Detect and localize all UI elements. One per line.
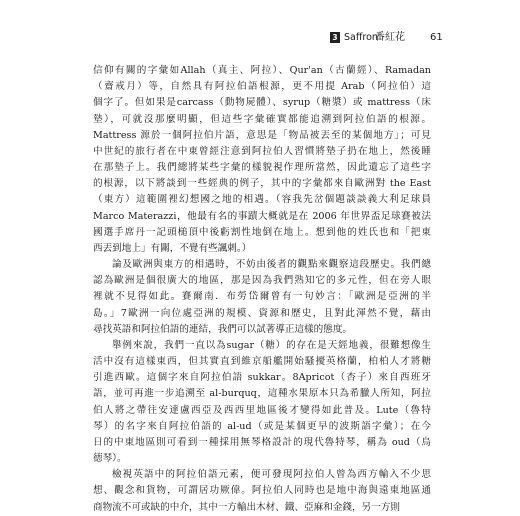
text-line: 信仰有關的字彙如Allah（真主、阿拉）、Qur'an（古蘭經）、Ramadan xyxy=(93,65,431,76)
text-line: 國選手席丹一記頭槌頂中後虧割性地倒在地上。想到他的姓氏也和「把東 xyxy=(93,226,431,238)
text-line: 語，並可再進一步追溯至 al-burquq，這種水果原本只為希臘人所知，阿拉 xyxy=(93,388,431,400)
text-line: （東方）這範圍裡幻想國之地的相遇。（容我先岔個題談談義大利足球員 xyxy=(93,194,431,206)
text-line: 德琴）。 xyxy=(93,453,127,465)
text-line: Mattress 源於一個阿拉伯片語，意思是「物品被丟至的某個地方」；可見 xyxy=(93,129,431,141)
text-line: 個字了。但如果是carcass（動物屍體）、syrup（糖漿）或 mattress（床 xyxy=(93,97,431,109)
text-line: 尋找英語和阿拉伯語的連結，我們可以試著導正這樣的態度。 xyxy=(93,323,353,335)
text-line: 引進西歐。這個字來自阿拉伯語 sukkar。8Apricot（杏子）來自西班牙 xyxy=(93,372,431,384)
text-line: （齋戒月）等，自然具有阿拉伯語根源，更不用提 Arab（阿拉伯）這 xyxy=(93,81,431,93)
text-line: 在那墊子上。我們總將某些字彙的樣貌視作理所當然，因此遺忘了這些字 xyxy=(93,162,431,174)
paragraph xyxy=(93,63,431,257)
text-line: 琴）的名字來自阿拉伯語的 al-ud（或是某個更早的波斯語字彙）；在今 xyxy=(93,420,431,432)
text-line: 墊），可就沒那麼明顯，但這些字彙確實都能追溯到阿拉伯語的根源。 xyxy=(93,113,431,125)
text-line: 認為歐洲是個很廣大的地區，那是因為我們熟知它的多元性，但在旁人眼 xyxy=(93,275,431,287)
text-line: 西丟到地上」有關，不覺有些諷刺。） xyxy=(93,242,252,254)
body-text xyxy=(93,63,431,516)
text-line: 活中沒有這樣東西，但其實直到維京船艦開始騷擾英格蘭，柏柏人才將糖 xyxy=(93,356,431,368)
paragraph xyxy=(93,467,431,516)
paragraph xyxy=(93,257,431,338)
text-line: 商物流不可或缺的中介，其中一方輸出木材、鐵、亞麻和金錢，另一方則 xyxy=(93,501,400,513)
text-line: 島。」7歐洲一向位處亞洲的規模、資源和歷史，且對此渾然不覺，藉由 xyxy=(93,307,431,319)
text-line: 的根源，以下將談到一些經典的例子，其中的字彙都來自歐洲對 the East xyxy=(93,178,431,190)
text-line: Marco Materazzi，他最有名的事蹟大概就是在 2006 年世界盃足球賽被法 xyxy=(93,210,431,222)
running-head xyxy=(0,31,520,45)
text-line: 裡就不見得如此。賽爾南．布勞岱爾曾有一句妙言：「歐洲是亞洲的半 xyxy=(93,291,431,303)
text-line: 伯人將之帶往安達盧西亞及西西里地區後才變得如此普及。Lute（魯特 xyxy=(93,404,431,416)
text-line: 中世紀的旅行者在中東曾經注意到阿拉伯人習慣將墊子扔在地上，然後睡 xyxy=(93,145,431,157)
text-line: 想、觀念和貨物，可謂居功厥偉。阿拉伯人同時也是地中海與遠東地區通 xyxy=(93,485,431,497)
chapter-number-badge: 3 xyxy=(330,32,340,43)
chapter-title-en: Saffron xyxy=(344,32,378,43)
text-line: 論及歐洲與東方的相遇時，不妨由後者的觀點來觀察這段歷史。我們總 xyxy=(112,259,431,271)
text-line: 日的中東地區則可看到一種採用無琴格設計的現代魯特琴，稱為 oud（烏 xyxy=(93,436,431,448)
paragraph xyxy=(93,338,431,467)
text-line: 檢視英語中的阿拉伯語元素，便可發現阿拉伯人曾為西方輸入不少思 xyxy=(112,469,431,481)
chapter-title-zh: 番紅花 xyxy=(375,32,405,43)
page-number: 61 xyxy=(430,32,443,43)
text-line: 舉例來說，我們一直以為sugar（糖）的存在是天經地義，很難想像生 xyxy=(112,339,431,351)
